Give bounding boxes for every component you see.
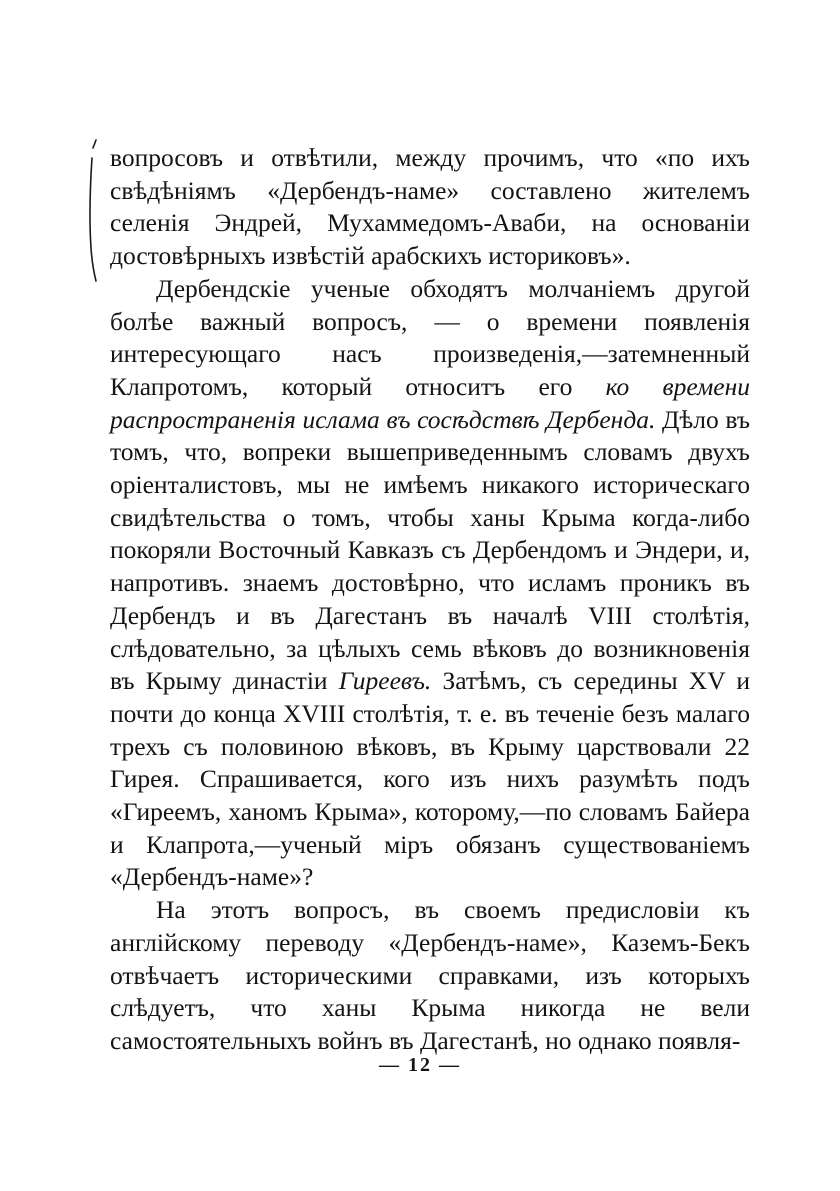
paragraph-2-text-c: Затѣмъ, съ середины XV и почти до конца XVIII столѣтія, т. е. въ теченіе безъ малаго трехъ съ половиною вѣковъ, въ Крыму царствовали 22 Гирея. Спрашивается, кого изъ нихъ разумѣть подъ «Гиреемъ, ханомъ Крыма», которому,—по словамъ Байера и Клапрота,—ученый міръ обязанъ существованіемъ «Дербендъ-наме»? (110, 666, 750, 892)
paragraph-3 (110, 894, 750, 1058)
paragraph-2-italic-dynasty: Гиреевъ. (338, 666, 432, 696)
paragraph-1 (110, 142, 750, 273)
paragraph-3-text: На этотъ вопросъ, въ своемъ предисловіи къ англійскому переводу «Дербендъ-наме», Каземъ-Бекъ отвѣчаетъ историческими справками, изъ которыхъ слѣдуетъ, что ханы Крыма никогда не вели самостоятельныхъ войнъ въ Дагестанѣ, но однако появля- (110, 895, 750, 1055)
margin-bracket-mark (86, 138, 102, 283)
paragraph-2-italic-phrase: ко времени распространенія ислама въ сосѣдствѣ Дербенда. (110, 371, 751, 434)
paragraph-2 (110, 273, 750, 894)
paragraph-2-text-a: Дербендскіе ученые обходятъ молчаніемъ другой болѣе важный вопросъ, — о времени появленія интересующаго насъ произведенія,—затемненный Клапротомъ, который относитъ его (110, 273, 750, 401)
body-text (110, 142, 750, 1058)
page-number: — 12 — (379, 1054, 461, 1076)
paragraph-1-text: вопросовъ и отвѣтили, между прочимъ, что «по ихъ свѣдѣніямъ «Дербендъ-наме» составлено жителемъ селенія Эндрей, Мухаммедомъ-Аваби, на основаніи достовѣрныхъ извѣстій арабскихъ историковъ». (110, 143, 750, 271)
paragraph-2-text-b: Дѣло въ томъ, что, вопреки вышеприведеннымъ словамъ двухъ оріенталистовъ, мы не имѣемъ никакого историческаго свидѣтельства о томъ, чтобы ханы Крыма когда-либо покоряли Восточный Кавказъ съ Дербендомъ и Эндери, и, напротивъ. знаемъ достовѣрно, что исламъ проникъ въ Дербендъ и въ Дагестанъ въ началѣ VIII столѣтія, слѣдовательно, за цѣлыхъ семь вѣковъ до возникновенія въ Крыму династіи (110, 404, 750, 696)
